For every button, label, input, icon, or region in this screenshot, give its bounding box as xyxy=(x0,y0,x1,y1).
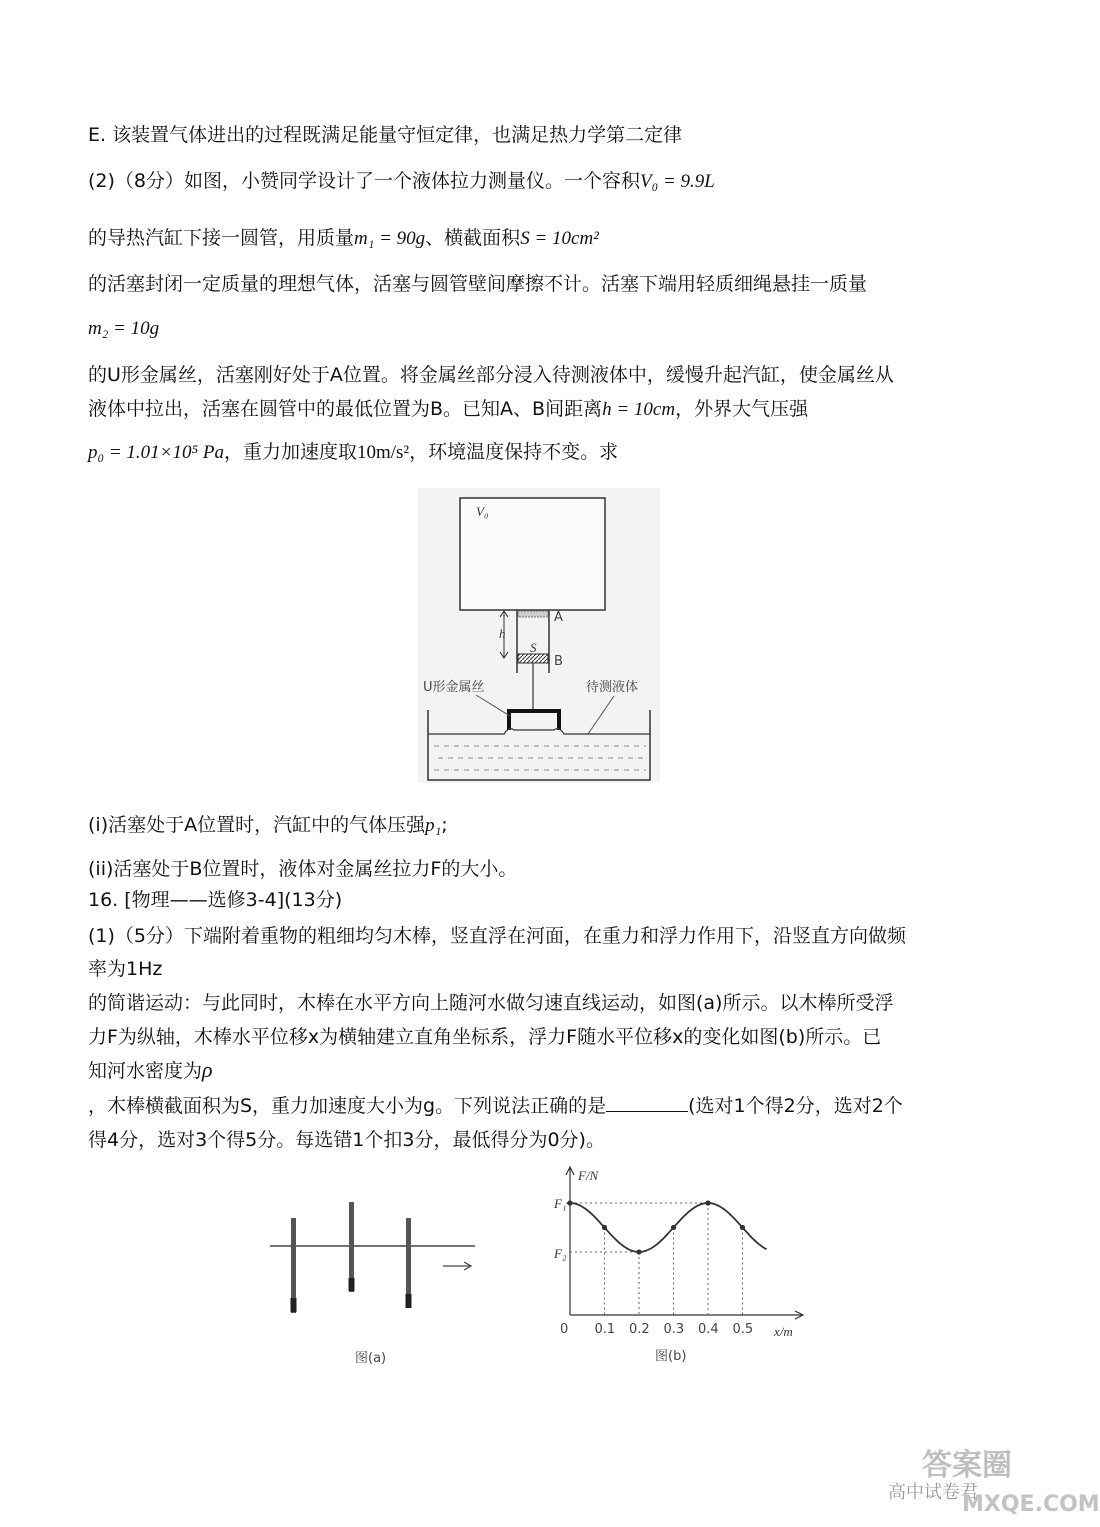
question-2-line-6 xyxy=(88,395,808,424)
answer-blank[interactable] xyxy=(606,1093,688,1112)
piston-position-a xyxy=(518,611,548,617)
sub-question-ii: (ii)活塞处于B位置时，液体对金属丝拉力F的大小。 xyxy=(88,858,518,880)
question-2-intro xyxy=(88,167,715,196)
watermark-logo: 答案圈 xyxy=(922,1448,1012,1483)
rod-2-weight xyxy=(349,1278,355,1291)
q16-line-2: 率为1Hz xyxy=(88,958,163,980)
figure-b xyxy=(540,1160,815,1370)
q2-m2: m₂ = 10g xyxy=(88,318,160,339)
f1-label: F₁ xyxy=(554,1196,567,1211)
f2-label: F₂ xyxy=(554,1246,567,1261)
apparatus-figure xyxy=(418,488,660,783)
q2-text-f: 液体中拉出，活塞在圆管中的最低位置为B。已知A、B间距离 xyxy=(88,398,603,420)
q2-m1: m₁ = 90g xyxy=(354,228,426,249)
q16-line-4: 力F为纵轴，木棒水平位移x为横轴建立直角坐标系，浮力F随水平位移x的变化如图(b)所示。已 xyxy=(88,1026,882,1048)
q2-text-a: (2)（8分）如图，小赞同学设计了一个液体拉力测量仪。一个容积 xyxy=(88,170,641,192)
label-h: h xyxy=(499,626,506,641)
q16-line-5 xyxy=(88,1056,213,1085)
label-a: A xyxy=(554,610,563,625)
curve-point xyxy=(602,1225,607,1230)
q2-text-c: 、横截面积 xyxy=(425,227,521,249)
q16-line-6 xyxy=(88,1092,903,1120)
watermark-site: MXQE.COM xyxy=(962,1492,1100,1517)
caption-b: 图(b) xyxy=(655,1349,687,1364)
curve-point xyxy=(705,1200,710,1205)
q2-text-g: ，外界大气压强 xyxy=(675,398,809,420)
question-2-line-2 xyxy=(88,224,599,253)
x-tick-labels xyxy=(595,1322,754,1337)
question-2-line-7 xyxy=(88,438,618,467)
q2-s: S = 10cm² xyxy=(520,228,599,249)
option-e: E. 该装置气体进出的过程既满足能量守恒定律，也满足热力学第二定律 xyxy=(88,124,683,146)
curve-point xyxy=(671,1225,676,1230)
watermark-account: 高中试卷君 xyxy=(888,1482,978,1503)
curve-points xyxy=(567,1200,745,1254)
figure-a xyxy=(265,1190,485,1370)
q16-rho: ρ xyxy=(202,1057,213,1082)
q2-text-j: ，环境温度保持不变。求 xyxy=(409,441,619,463)
question-16-header: 16. [物理——选修3-4](13分) xyxy=(88,889,343,911)
q16-text-f: ，木棒横截面积为S，重力加速度大小为g。下列说法正确的是 xyxy=(88,1095,607,1117)
q16-line-1: (1)（5分）下端附着重物的粗细均匀木棒，竖直浮在河面，在重力和浮力作用下，沿竖直方向做频 xyxy=(88,925,907,947)
question-2-line-5: 的U形金属丝，活塞刚好处于A位置。将金属丝部分浸入待测液体中，缓慢升起汽缸，使金属丝从 xyxy=(88,364,894,386)
x-tick-label: 0.1 xyxy=(594,1322,616,1337)
label-b: B xyxy=(554,654,563,669)
q16-text-g: (选对1个得2分，选对2个 xyxy=(688,1095,903,1117)
origin-label: 0 xyxy=(560,1322,569,1337)
curve-point xyxy=(567,1200,572,1205)
sub-i-text: (i)活塞处于A位置时，汽缸中的气体压强 xyxy=(88,814,426,836)
q2-p0: p₀ = 1.01×10⁵ Pa xyxy=(88,442,224,463)
caption-a: 图(a) xyxy=(355,1351,387,1366)
q2-h: h = 10cm xyxy=(602,399,676,420)
q16-text-e: 知河水密度为 xyxy=(88,1060,203,1082)
x-tick-label: 0.4 xyxy=(698,1322,719,1337)
x-axis-label: x/m xyxy=(774,1324,793,1339)
piston xyxy=(518,654,548,663)
q2-gval: 10m/s² xyxy=(356,442,410,463)
rod-3-weight xyxy=(406,1294,412,1308)
q16-line-7: 得4分，选对3个得5分。每选错1个扣3分，最低得分为0分)。 xyxy=(88,1129,605,1151)
q2-v0: V₀ = 9.9L xyxy=(640,171,715,192)
sub-i-p1: p₁ xyxy=(425,815,442,836)
rod-1-weight xyxy=(291,1298,297,1312)
label-liquid: 待测液体 xyxy=(586,680,639,695)
x-tick-label: 0.2 xyxy=(629,1322,650,1337)
force-curve xyxy=(567,1203,767,1252)
y-axis-label: F/N xyxy=(578,1168,599,1183)
q16-line-3: 的简谐运动：与此同时，木棒在水平方向上随河水做匀速直线运动，如图(a)所示。以木棒所受浮 xyxy=(88,992,894,1014)
x-tick-label: 0.3 xyxy=(663,1322,685,1337)
x-tick-label: 0.5 xyxy=(732,1322,754,1337)
curve-point xyxy=(740,1225,745,1230)
curve-point xyxy=(636,1249,641,1254)
sub-question-i xyxy=(88,811,448,840)
sub-i-end: ; xyxy=(441,814,448,836)
question-2-line-3: 的活塞封闭一定质量的理想气体，活塞与圆管壁间摩擦不计。活塞下端用轻质细绳悬挂一质量 xyxy=(88,273,868,295)
grid-lines xyxy=(570,1203,743,1315)
q2-text-b: 的导热汽缸下接一圆管，用质量 xyxy=(88,227,355,249)
v0-label: V₀ xyxy=(476,504,489,519)
label-s: S xyxy=(530,640,537,655)
q2-text-i: ，重力加速度取 xyxy=(223,441,357,463)
label-u-wire: U形金属丝 xyxy=(423,680,485,695)
